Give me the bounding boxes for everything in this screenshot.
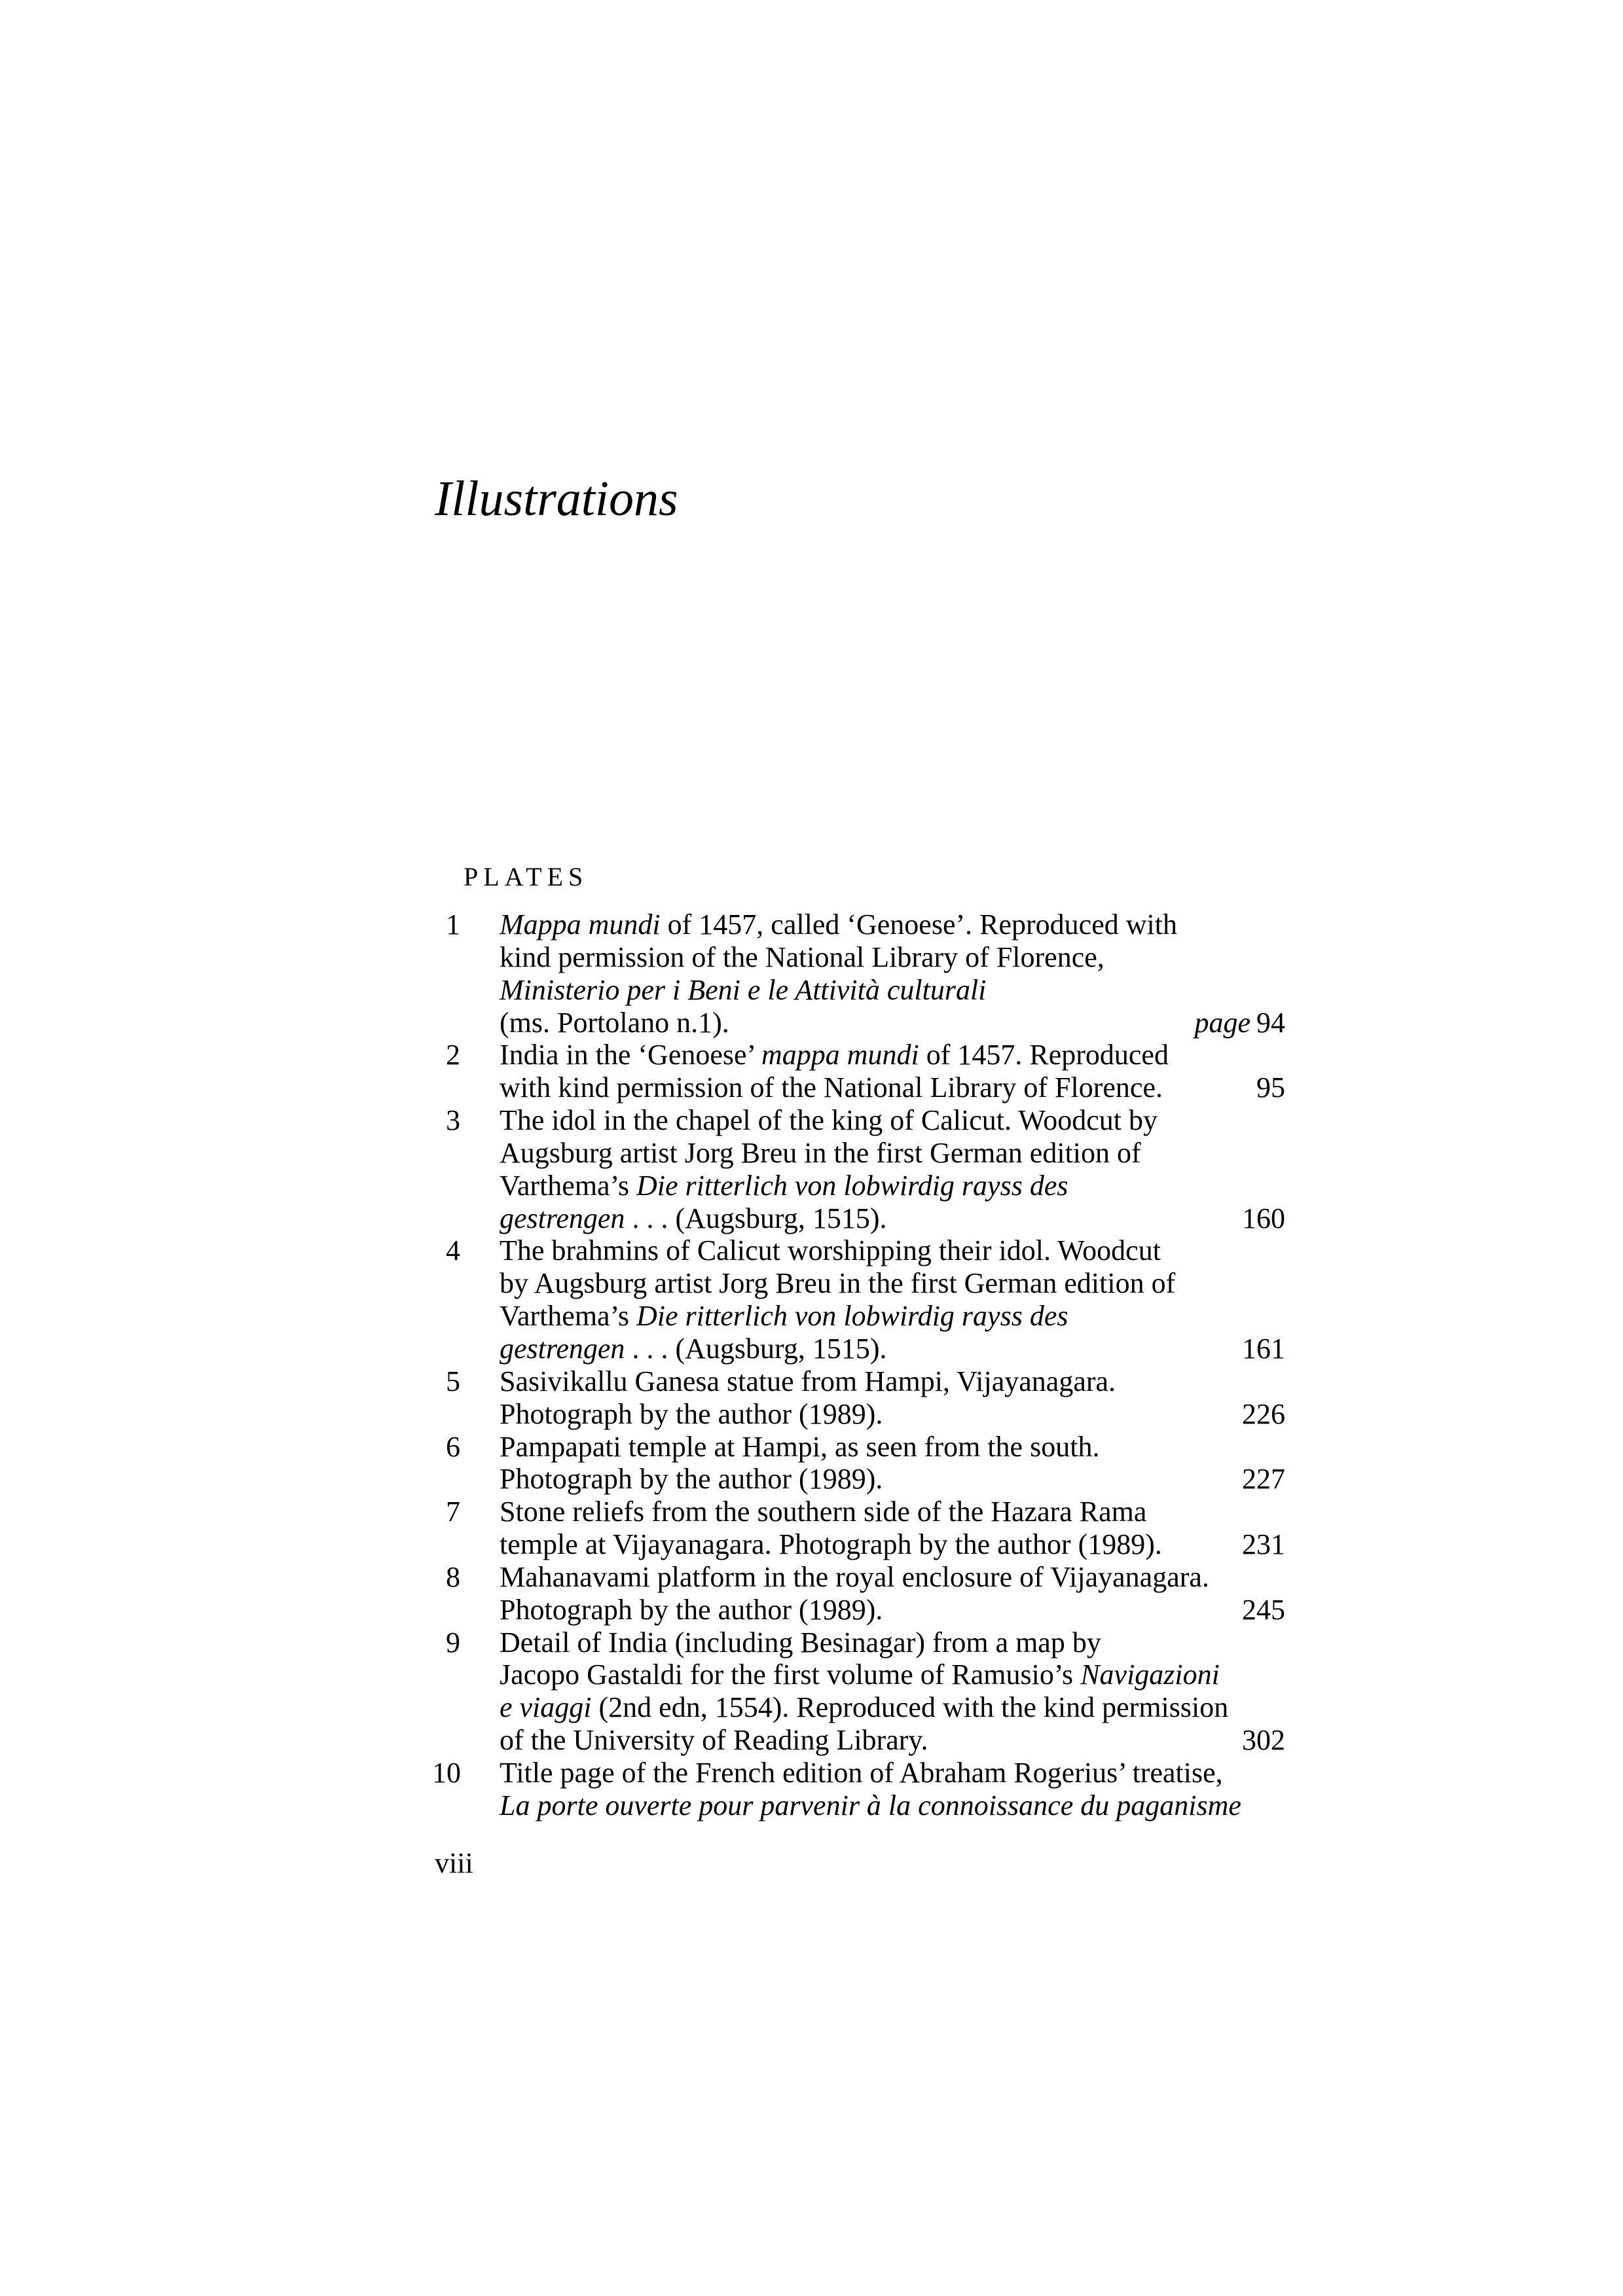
caption-line: [500, 1071, 1285, 1104]
plate-item: [432, 1039, 1285, 1104]
caption-segment: Title page of the French edition of Abraham Rogerius’ treatise,: [500, 1756, 1223, 1789]
plate-item: [432, 1561, 1285, 1626]
plate-page-ref: [1242, 1528, 1285, 1561]
caption-segment-italic: La porte ouverte pour parvenir à la connoissance du paganisme: [500, 1789, 1241, 1821]
caption-line: [500, 1626, 1285, 1659]
caption-line: [500, 1463, 1285, 1496]
plate-page-number: 226: [1242, 1397, 1285, 1430]
caption-segment-italic: Ministerio per i Beni e le Attività culturali: [500, 973, 987, 1006]
caption-segment-italic: Mappa mundi: [500, 908, 661, 941]
caption-segment: Varthema’s: [500, 1169, 636, 1202]
caption-segment: Mahanavami platform in the royal enclosure of Vijayanagara.: [500, 1560, 1209, 1593]
plate-page-number: 94: [1256, 1006, 1285, 1039]
caption-segment: Detail of India (including Besinagar) from a map by: [500, 1626, 1101, 1659]
plate-number: 9: [446, 1626, 460, 1659]
caption-segment: of 1457. Reproduced: [919, 1039, 1169, 1071]
caption-segment: (2nd edn, 1554). Reproduced with the kind permission: [591, 1691, 1229, 1724]
caption-line: [500, 1007, 1285, 1039]
caption-line: [500, 1659, 1285, 1691]
caption-line: [500, 1267, 1285, 1300]
caption-segment: with kind permission of the National Library of Florence.: [500, 1071, 1163, 1104]
caption-line: [500, 1398, 1285, 1431]
plate-page-number: 95: [1256, 1071, 1285, 1104]
plate-item: [432, 1626, 1285, 1757]
caption-line: [500, 1789, 1285, 1822]
caption-segment: Photograph by the author (1989).: [500, 1593, 883, 1626]
plate-item: [432, 1104, 1285, 1234]
caption-line: [500, 1234, 1285, 1267]
caption-segment-italic: gestrengen: [500, 1332, 625, 1365]
plate-page-ref: [1242, 1594, 1285, 1626]
plate-caption: [500, 1757, 1285, 1822]
caption-segment: The brahmins of Calicut worshipping their idol. Woodcut: [500, 1234, 1161, 1267]
plate-item: [432, 1365, 1285, 1431]
page-word-label: page: [1194, 1006, 1250, 1039]
plate-number: 6: [446, 1430, 460, 1463]
caption-segment: Photograph by the author (1989).: [500, 1397, 883, 1430]
caption-line: [500, 908, 1285, 941]
plate-caption: [500, 1431, 1285, 1496]
caption-segment: temple at Vijayanagara. Photograph by the author (1989).: [500, 1528, 1162, 1561]
caption-line: [500, 1561, 1285, 1594]
plate-item: [432, 1431, 1285, 1496]
caption-segment: Pampapati temple at Hampi, as seen from the south.: [500, 1430, 1100, 1463]
plate-number: 10: [432, 1756, 461, 1789]
plate-page-ref: [1256, 1071, 1285, 1104]
caption-line: [500, 1757, 1285, 1789]
caption-line: [500, 1333, 1285, 1365]
plate-caption: [500, 1496, 1285, 1561]
caption-segment: Jacopo Gastaldi for the first volume of Ramusio’s: [500, 1659, 1081, 1691]
plate-item: [432, 908, 1285, 1039]
caption-line: [500, 1431, 1285, 1463]
plate-number: 3: [446, 1104, 460, 1137]
caption-line: [500, 974, 1285, 1007]
page-title: Illustrations: [435, 471, 678, 526]
caption-line: [500, 1594, 1285, 1626]
footer-page-number: viii: [435, 1847, 473, 1879]
plate-caption: [500, 908, 1285, 1039]
plate-number: 5: [446, 1365, 460, 1397]
caption-segment-italic: Die ritterlich von lobwirdig rayss des: [636, 1169, 1068, 1202]
caption-segment-italic: mappa mundi: [761, 1039, 919, 1071]
caption-segment-italic: e viaggi: [500, 1691, 592, 1724]
caption-segment: The idol in the chapel of the king of Calicut. Woodcut by: [500, 1104, 1158, 1137]
plate-page-number: 302: [1242, 1724, 1285, 1757]
plate-caption: [500, 1365, 1285, 1431]
caption-line: [500, 1104, 1285, 1137]
plate-number: 2: [446, 1039, 460, 1071]
caption-segment-italic: Die ritterlich von lobwirdig rayss des: [636, 1300, 1068, 1333]
caption-line: [500, 1137, 1285, 1170]
plate-page-number: 245: [1242, 1593, 1285, 1626]
caption-segment-italic: gestrengen: [500, 1202, 625, 1234]
caption-segment: Stone reliefs from the southern side of the Hazara Rama: [500, 1496, 1147, 1528]
caption-line: [500, 1170, 1285, 1202]
plate-page-number: 160: [1242, 1202, 1285, 1234]
caption-segment: (ms. Portolano n.1).: [500, 1006, 729, 1039]
caption-segment: . . . (Augsburg, 1515).: [625, 1332, 887, 1365]
plate-page-ref: [1242, 1463, 1285, 1496]
plate-number: 7: [446, 1496, 460, 1528]
caption-segment: . . . (Augsburg, 1515).: [625, 1202, 887, 1234]
caption-line: [500, 1202, 1285, 1235]
plate-page-ref: [1242, 1202, 1285, 1235]
caption-segment: Photograph by the author (1989).: [500, 1463, 883, 1496]
caption-segment: by Augsburg artist Jorg Breu in the first German edition of: [500, 1267, 1176, 1300]
plate-number: 8: [446, 1560, 460, 1593]
plate-caption: [500, 1039, 1285, 1104]
plates-section-heading: PLATES: [464, 862, 589, 891]
plate-caption: [500, 1561, 1285, 1626]
caption-line: [500, 1528, 1285, 1561]
caption-segment-italic: Navigazioni: [1080, 1659, 1220, 1691]
caption-line: [500, 1039, 1285, 1071]
caption-line: [500, 1724, 1285, 1757]
plate-item: [432, 1496, 1285, 1561]
plate-number: 1: [446, 908, 460, 941]
plate-page-number: 161: [1242, 1332, 1285, 1365]
caption-line: [500, 1300, 1285, 1333]
plate-number: 4: [446, 1234, 460, 1267]
plate-caption: [500, 1626, 1285, 1757]
plate-item: [432, 1234, 1285, 1365]
caption-line: [500, 1691, 1285, 1724]
caption-line: [500, 1365, 1285, 1398]
plate-page-number: 227: [1242, 1463, 1285, 1496]
plate-page-ref: [1242, 1398, 1285, 1431]
plate-item: [432, 1757, 1285, 1822]
plate-page-ref: [1242, 1724, 1285, 1757]
caption-segment: India in the ‘Genoese’: [500, 1039, 761, 1071]
caption-segment: of 1457, called ‘Genoese’. Reproduced with: [660, 908, 1177, 941]
plate-page-ref: [1242, 1333, 1285, 1365]
caption-segment: of the University of Reading Library.: [500, 1724, 928, 1757]
caption-line: [500, 941, 1285, 974]
caption-segment: Sasivikallu Ganesa statue from Hampi, Vijayanagara.: [500, 1365, 1116, 1397]
plate-caption: [500, 1104, 1285, 1234]
plates-list: [432, 908, 1285, 1822]
caption-segment: Augsburg artist Jorg Breu in the first German edition of: [500, 1136, 1141, 1169]
plate-page-number: 231: [1242, 1528, 1285, 1561]
caption-segment: Varthema’s: [500, 1300, 636, 1333]
caption-line: [500, 1496, 1285, 1528]
plate-page-ref: [1194, 1007, 1285, 1039]
caption-segment: kind permission of the National Library of Florence,: [500, 941, 1104, 973]
plate-caption: [500, 1234, 1285, 1365]
